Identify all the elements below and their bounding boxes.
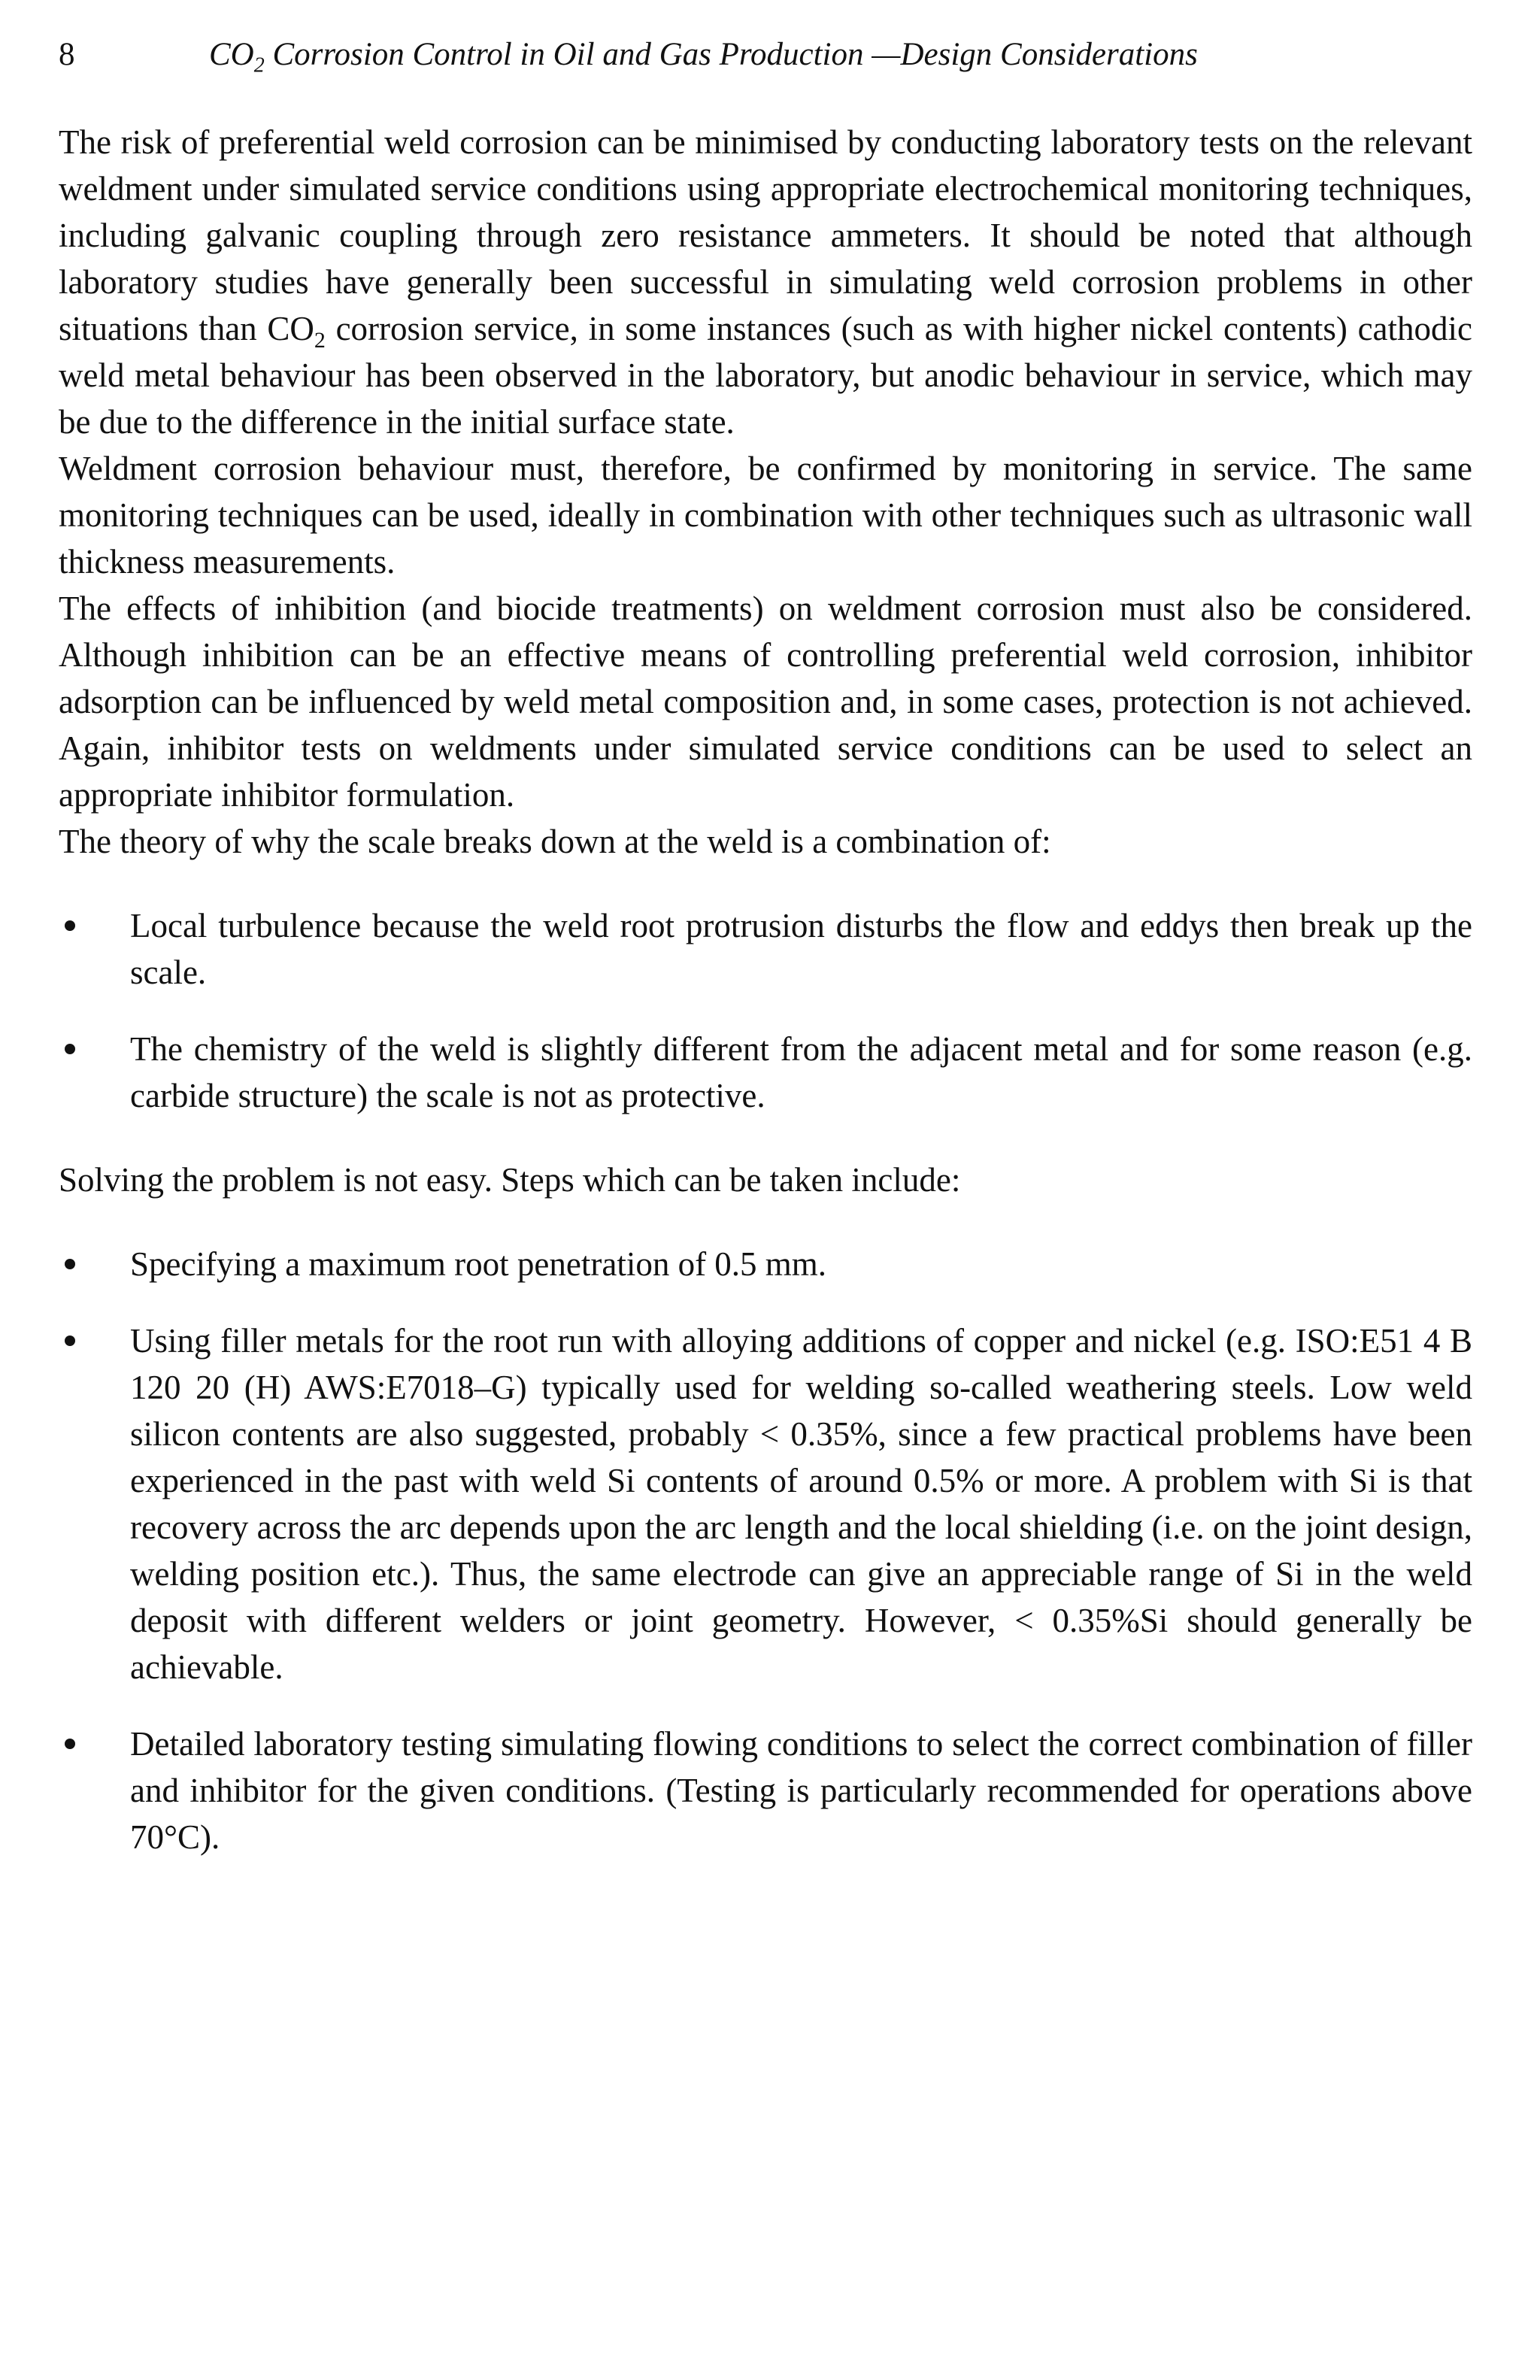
list-spacer [59,996,1472,1026]
title-rest: Corrosion Control in Oil and Gas Production —Design Considerations [264,37,1198,72]
list-item-text: Specifying a maximum root penetration of 0.5 mm. [130,1245,827,1283]
bullet-icon [65,1336,75,1346]
title-prefix: CO [209,37,254,72]
theory-list [59,902,1472,1119]
list-spacer [59,1690,1472,1721]
list-item [59,1317,1472,1690]
bullet-icon [65,1739,75,1749]
paragraph-theory-intro: The theory of why the scale breaks down at the weld is a combination of: [59,823,1051,860]
paragraph-inhibition: The effects of inhibition (and biocide treatments) on weldment corrosion must also be considered. Although inhibition can be an effective means of controlling preferential weld corrosion, inhibitor adsorption can be influenced by weld metal composition and, in some cases, protection is not achieved. Again, inhibitor tests on weldments under simulated service conditions can be used to select an appropriate inhibitor formulation. [59,590,1472,814]
page-number: 8 [59,37,75,72]
paragraph-steps-intro: Solving the problem is not easy. Steps which can be taken include: [59,1161,961,1199]
page [59,36,1472,1860]
paragraph-text: corrosion service, in some instances (such as with higher nickel contents) cathodic weld metal behaviour has been observed in the laboratory, but anodic behaviour in service, which may be due to the difference in the initial surface state. [59,310,1473,441]
running-title [209,36,1198,78]
paragraph-text: The risk of preferential weld corrosion can be minimised by conducting laboratory tests on the relevant weldment under simulated service conditions using appropriate electrochemical monitoring techniques, including galvanic coupling through zero resistance ammeters. It should be noted that although laboratory studies have generally been successful in simulating weld corrosion problems in other situations than CO [59,123,1472,347]
list-item [59,1026,1472,1119]
list-item [59,902,1472,996]
bullet-icon [65,1044,75,1054]
running-header [59,36,1472,96]
list-item [59,1241,1472,1287]
co2-subscript: 2 [314,328,326,353]
list-spacer [59,1287,1472,1317]
list-item-text: The chemistry of the weld is slightly different from the adjacent metal and for some reason (e.g. carbide structure) the scale is not as protective. [130,1030,1472,1114]
bullet-icon [65,1259,75,1269]
list-item-text: Using filler metals for the root run with alloying additions of copper and nickel (e.g. ISO:E51 4 B 120 20 (H) AWS:E7018–G) typically used for welding so-called weathering steels. Low weld silicon contents are also suggested, probably < 0.35%, since a few practical problems have been experienced in the past with weld Si contents of around 0.5% or more. A problem with Si is that recovery across the arc depends upon the arc length and the local shielding (i.e. on the joint design, welding position etc.). Thus, the same electrode can give an appreciable range of Si in the weld deposit with different welders or joint geometry. However, < 0.35%Si should generally be achievable. [130,1322,1472,1686]
title-subscript: 2 [253,53,265,77]
paragraph-monitoring: Weldment corrosion behaviour must, therefore, be confirmed by monitoring in service. The same monitoring techniques can be used, ideally in combination with other techniques such as ultrasonic wall thickness measurements. [59,450,1472,581]
list-item [59,1721,1472,1860]
list-item-text: Local turbulence because the weld root protrusion disturbs the flow and eddys then break up the scale. [130,907,1472,991]
bullet-icon [65,920,75,931]
list-item-text: Detailed laboratory testing simulating flowing conditions to select the correct combination of filler and inhibitor for the given conditions. (Testing is particularly recommended for operations above 70°C). [130,1725,1472,1856]
steps-list [59,1241,1472,1860]
paragraph-weld-corrosion-risk [59,119,1472,445]
